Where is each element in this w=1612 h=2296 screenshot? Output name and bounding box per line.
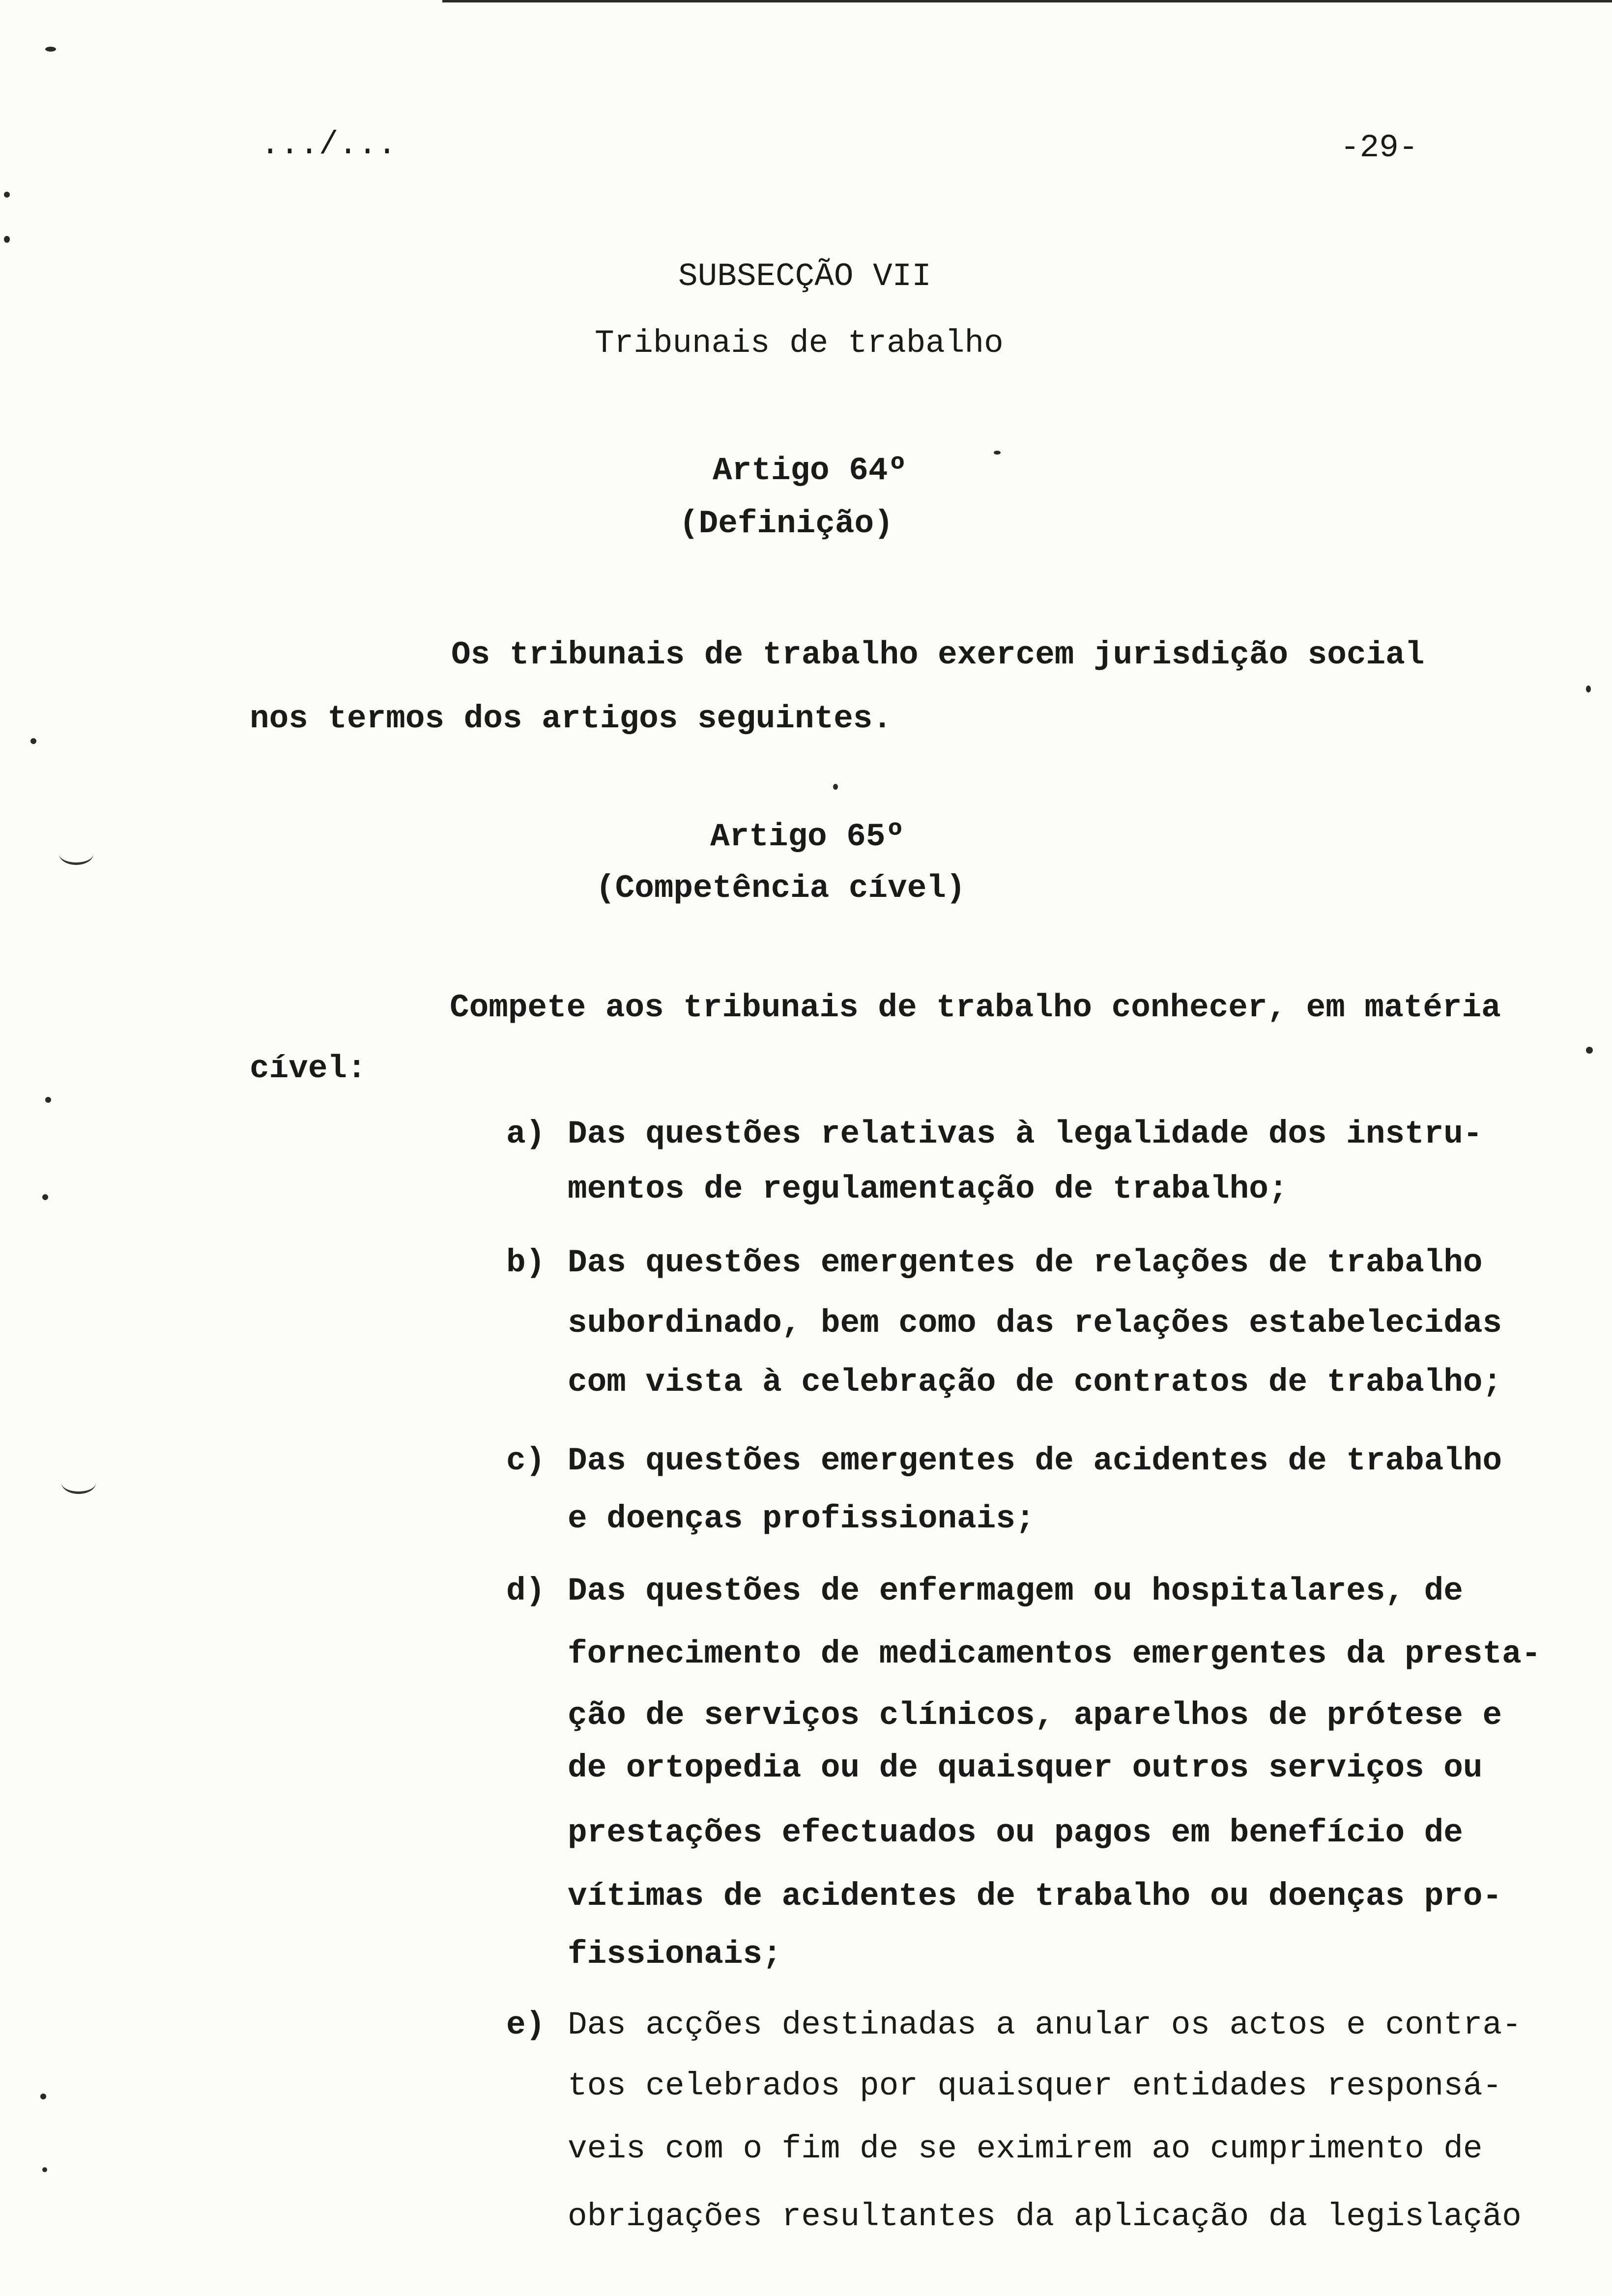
item-e-label: e) bbox=[506, 2007, 546, 2043]
scan-speck bbox=[994, 451, 1001, 455]
article-64-body-line-2: nos termos dos artigos seguintes. bbox=[250, 700, 892, 737]
punch-hole-mark bbox=[59, 843, 93, 865]
item-c-label: c) bbox=[506, 1442, 546, 1479]
item-b-line-1: Das questões emergentes de relações de trabalho bbox=[568, 1244, 1483, 1281]
item-d-line-2: fornecimento de medicamentos emergentes da presta- bbox=[568, 1636, 1541, 1672]
item-d-label: d) bbox=[506, 1573, 546, 1609]
scan-speck bbox=[42, 1194, 48, 1200]
scan-speck bbox=[40, 2094, 46, 2099]
item-d-line-6: vítimas de acidentes de trabalho ou doenças pro- bbox=[568, 1878, 1502, 1915]
subsection-heading: SUBSECÇÃO VII bbox=[678, 258, 931, 295]
scan-speck bbox=[45, 1097, 51, 1103]
item-d-line-7: fissionais; bbox=[568, 1936, 782, 1973]
item-e-line-3: veis com o fim de se eximirem ao cumprimento de bbox=[568, 2130, 1483, 2167]
scan-speck bbox=[1586, 1047, 1593, 1054]
item-d-line-4: de ortopedia ou de quaisquer outros serviços ou bbox=[568, 1750, 1483, 1786]
article-65-subtitle: (Competência cível) bbox=[596, 870, 966, 907]
scan-speck bbox=[4, 236, 10, 243]
article-65-intro-line-1: Compete aos tribunais de trabalho conhecer, em matéria bbox=[450, 989, 1501, 1026]
item-b-line-3: com vista à celebração de contratos de trabalho; bbox=[568, 1364, 1502, 1401]
section-title: Tribunais de trabalho bbox=[595, 325, 1004, 362]
item-c-line-1: Das questões emergentes de acidentes de trabalho bbox=[568, 1442, 1502, 1479]
scan-speck bbox=[30, 738, 36, 744]
article-64-heading: Artigo 64º bbox=[713, 452, 908, 489]
item-e-line-1: Das acções destinadas a anular os actos e contra- bbox=[568, 2007, 1522, 2043]
item-e-line-2: tos celebrados por quaisquer entidades responsá- bbox=[568, 2067, 1502, 2104]
article-65-intro-line-2: cível: bbox=[250, 1050, 367, 1087]
scan-speck bbox=[45, 47, 56, 52]
page-number: -29- bbox=[1340, 129, 1418, 166]
item-d-line-5: prestações efectuados ou pagos em benefício de bbox=[568, 1814, 1463, 1851]
scan-speck bbox=[4, 192, 10, 198]
item-b-line-2: subordinado, bem como das relações estabelecidas bbox=[568, 1305, 1502, 1342]
article-65-heading: Artigo 65º bbox=[710, 818, 905, 855]
continuation-mark: .../... bbox=[260, 126, 397, 163]
scan-speck bbox=[833, 784, 838, 790]
item-a-label: a) bbox=[506, 1116, 546, 1152]
article-64-body-line-1: Os tribunais de trabalho exercem jurisdição social bbox=[451, 636, 1425, 673]
scan-speck bbox=[42, 2167, 47, 2172]
item-d-line-1: Das questões de enfermagem ou hospitalares, de bbox=[568, 1573, 1463, 1609]
item-e-line-4: obrigações resultantes da aplicação da legislação bbox=[568, 2198, 1522, 2235]
item-b-label: b) bbox=[506, 1244, 546, 1281]
punch-hole-mark bbox=[61, 1472, 96, 1494]
item-c-line-2: e doenças profissionais; bbox=[568, 1500, 1035, 1537]
item-a-line-2: mentos de regulamentação de trabalho; bbox=[568, 1171, 1288, 1207]
top-edge-line bbox=[442, 0, 1612, 2]
item-d-line-3: ção de serviços clínicos, aparelhos de prótese e bbox=[568, 1697, 1502, 1734]
item-a-line-1: Das questões relativas à legalidade dos instru- bbox=[568, 1116, 1483, 1152]
scan-speck bbox=[1586, 686, 1591, 692]
article-64-subtitle: (Definição) bbox=[679, 505, 893, 542]
